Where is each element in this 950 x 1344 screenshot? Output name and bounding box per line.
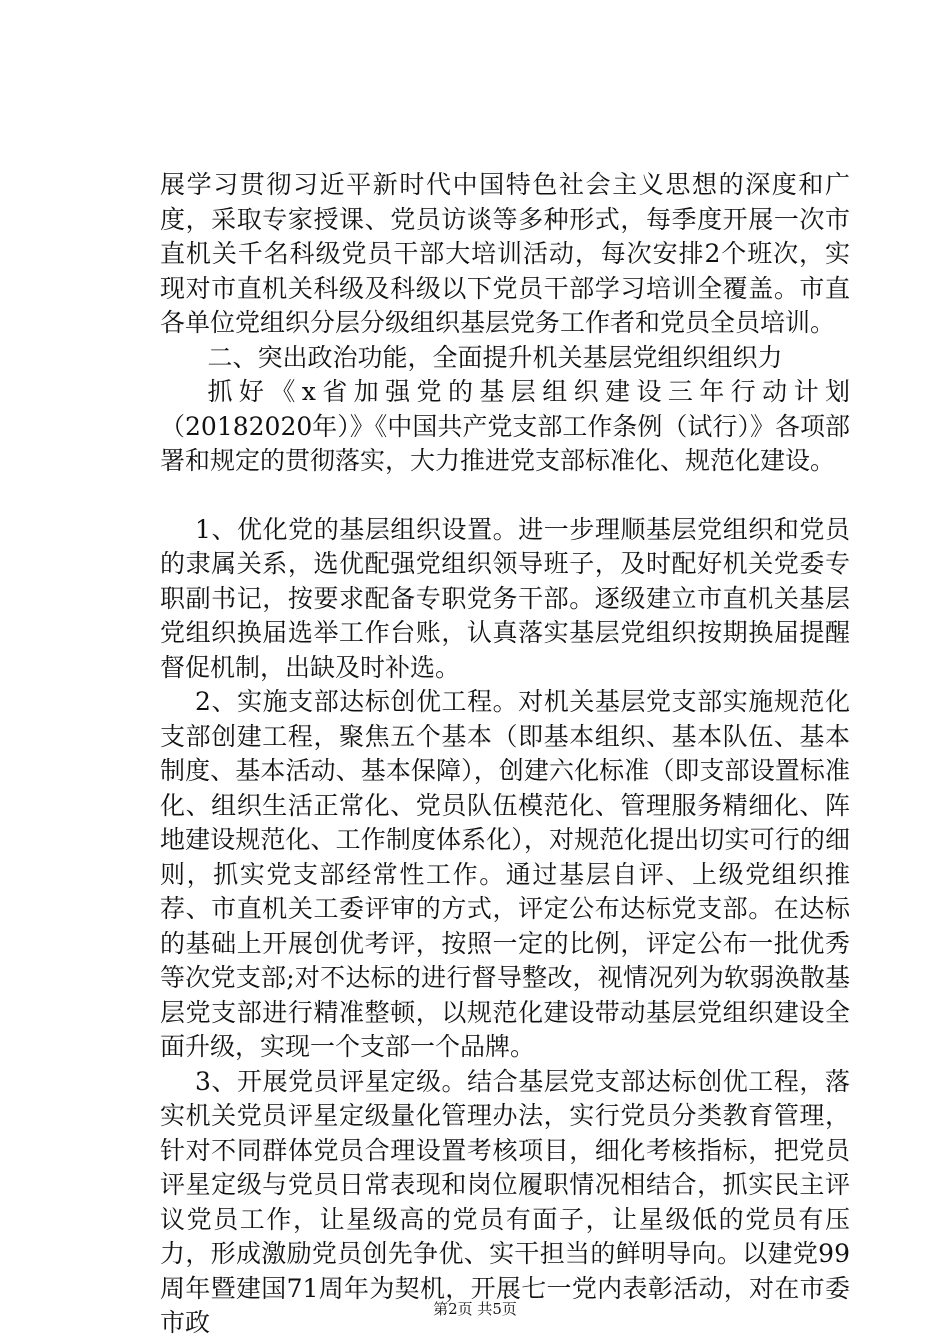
section-heading: 二、突出政治功能，全面提升机关基层党组织组织力 <box>207 342 783 372</box>
list-item-1: 1、优化党的基层组织设置。进一步理顺基层党组织和党员的隶属关系，选优配强党组织领导班子，及时配好机关党委专职副书记，按要求配备专职党务干部。逐级建立市直机关基层党组织换届选举工作台账，认真落实基层党组织按期换届提醒督促机制，出缺及时补选。 <box>160 514 850 682</box>
paragraph-intro: 抓好《x省加强党的基层组织建设三年行动计划（20182020年）》《中国共产党支部工作条例（试行）》各项部署和规定的贯彻落实，大力推进党支部标准化、规范化建设。 <box>160 377 850 475</box>
page-footer: 第2页 共5页 <box>433 1300 517 1318</box>
paragraph-spacer <box>160 479 850 513</box>
document-body <box>160 168 850 1341</box>
list-item-3: 3、开展党员评星定级。结合基层党支部达标创优工程，落实机关党员评星定级量化管理办法，实行党员分类教育管理，针对不同群体党员合理设置考核项目，细化考核指标，把党员评星定级与党员日常表现和岗位履职情况相结合，抓实民主评议党员工作，让星级高的党员有面子，让星级低的党员有压力，形成激励党员创先争优、实干担当的鲜明导向。以建党99周年暨建国71周年为契机，开展七一党内表彰活动，对在市委市政 <box>160 1066 850 1337</box>
paragraph-continued: 展学习贯彻习近平新时代中国特色社会主义思想的深度和广度，采取专家授课、党员访谈等多种形式，每季度开展一次市直机关千名科级党员干部大培训活动，每次安排2个班次，实现对市直机关科级及科级以下党员干部学习培训全覆盖。市直各单位党组织分层分级组织基层党务工作者和党员全员培训。 <box>160 170 850 337</box>
list-item-2: 2、实施支部达标创优工程。对机关基层党支部实施规范化支部创建工程，聚焦五个基本（即基本组织、基本队伍、基本制度、基本活动、基本保障），创建六化标准（即支部设置标准化、组织生活正常化、党员队伍模范化、管理服务精细化、阵地建设规范化、工作制度体系化），对规范化提出切实可行的细则，抓实党支部经常性工作。通过基层自评、上级党组织推荐、市直机关工委评审的方式，评定公布达标党支部。在达标的基础上开展创优考评，按照一定的比例，评定公布一批优秀等次党支部;对不达标的进行督导整改，视情况列为软弱涣散基层党支部进行精准整顿，以规范化建设带动基层党组织建设全面升级，实现一个支部一个品牌。 <box>160 687 850 1061</box>
